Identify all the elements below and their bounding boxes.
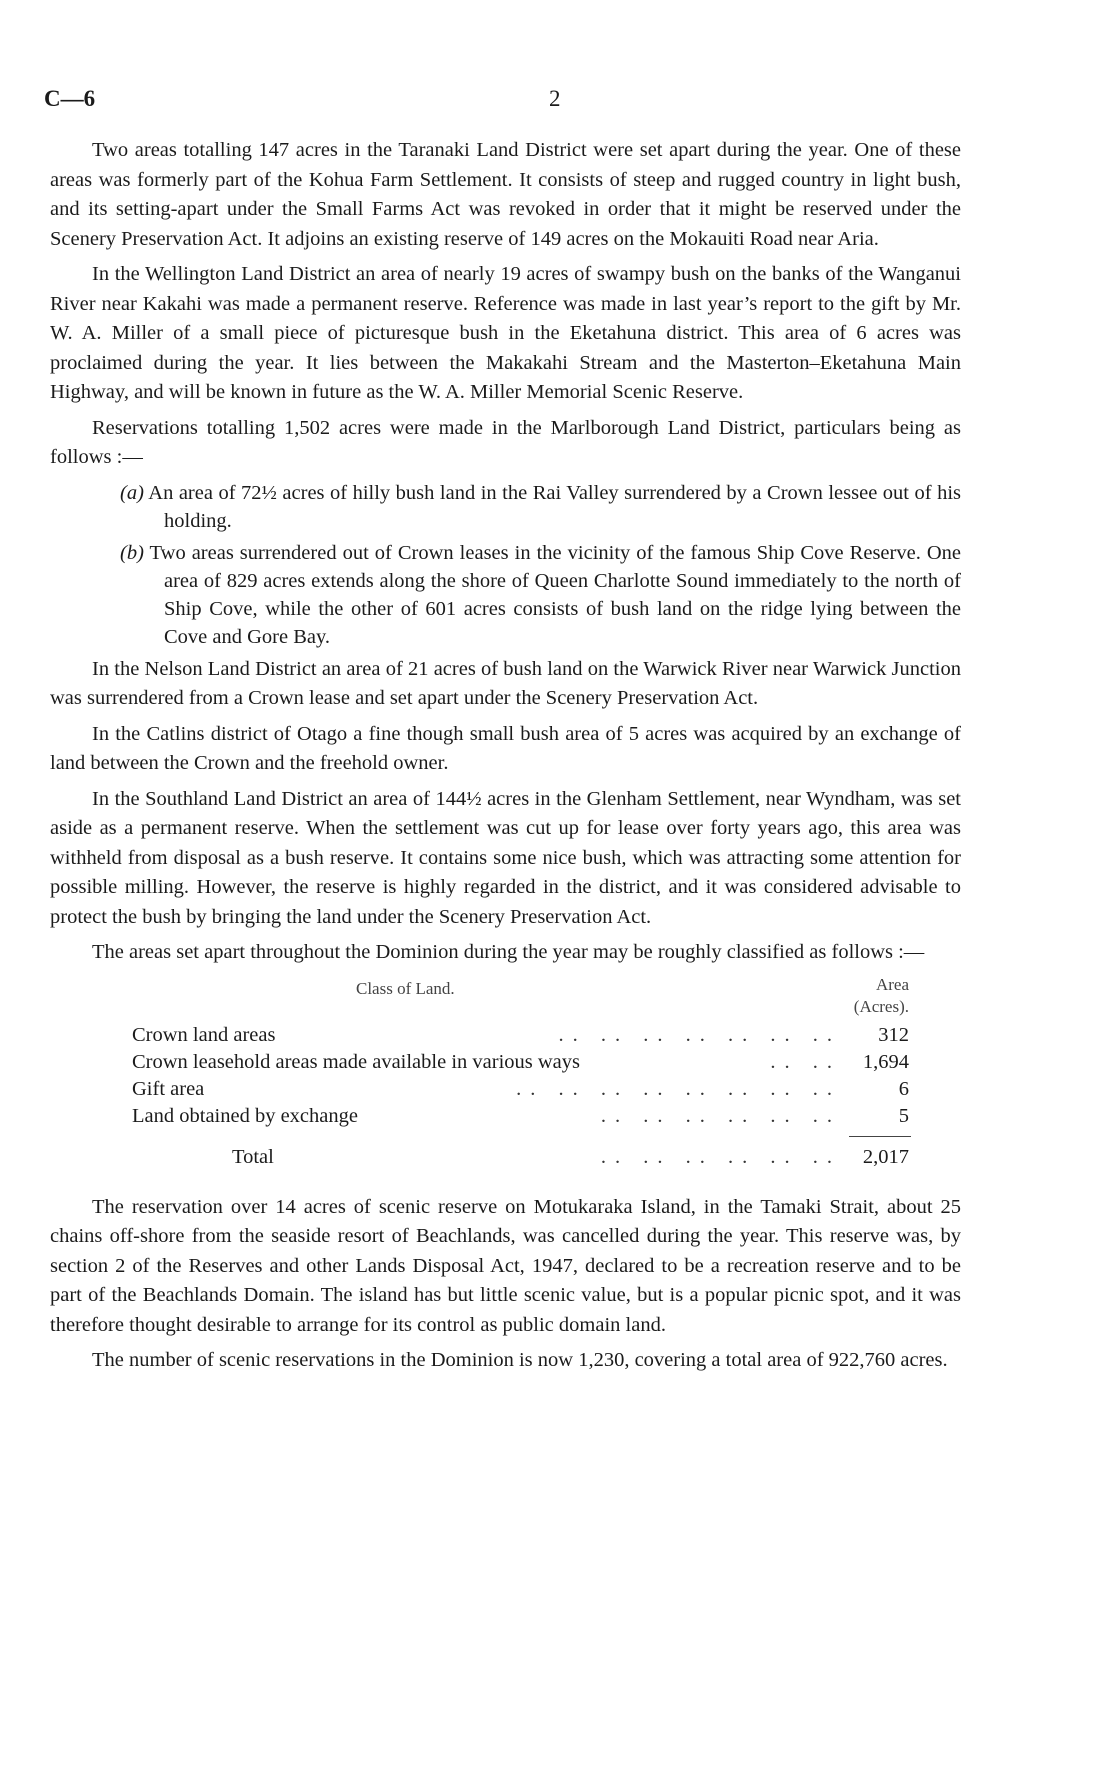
list-item-text: An area of 72½ acres of hilly bush land in the Rai Valley surrendered by a Crown lessee out of his holding. — [148, 481, 961, 532]
column-header-class: Class of Land. — [356, 978, 455, 998]
column-header-area-label: Area — [875, 974, 909, 994]
list-marker: (b) — [120, 541, 144, 564]
list-item — [50, 539, 961, 651]
total-label: Total — [232, 1146, 284, 1168]
document-code: C—6 — [44, 86, 96, 111]
row-value: 5 — [898, 1104, 909, 1127]
table-header — [50, 974, 961, 1022]
row-label: Land obtained by exchange — [132, 1105, 368, 1127]
total-value: 2,017 — [862, 1145, 909, 1168]
body-text — [50, 136, 961, 1382]
row-value: 6 — [898, 1077, 909, 1100]
row-value: 312 — [878, 1023, 909, 1046]
table-row: .. .. Crown leasehold areas made available in various ways 1,694 — [50, 1049, 961, 1076]
table-row: .. .. .. .. .. .. .. .. Gift area 6 — [50, 1076, 961, 1103]
table-total-row: .. .. .. .. .. .. Total 2,017 — [50, 1144, 961, 1171]
paragraph-southland: In the Southland Land District an area of 144½ acres in the Glenham Settlement, near Wyndham, was set aside as a permanent reserve. When the settlement was cut up for lease over forty years ago, this area was withheld from disposal as a bush reserve. It contains some nice bush, which was attracting some attention for possible milling. However, the reserve is highly regarded in the district, and it was considered advisable to protect the bush by bringing the land under the Scenery Preservation Act. — [50, 787, 961, 928]
column-header-area-unit: (Acres). — [853, 996, 909, 1016]
paragraph-classification: The areas set apart throughout the Dominion during the year may be roughly classified as follows :— — [92, 941, 925, 963]
land-area-table — [50, 974, 961, 1171]
row-label: Gift area — [132, 1078, 214, 1100]
list-marker: (a) — [120, 481, 144, 504]
paragraph-nelson: In the Nelson Land District an area of 21 acres of bush land on the Warwick River near Warwick Junction was surrendered from a Crown lease and set apart under the Scenery Preservation Act. — [50, 657, 961, 709]
column-header-area — [854, 974, 909, 1018]
paragraph-motukaraka: The reservation over 14 acres of scenic reserve on Motukaraka Island, in the Tamaki Strait, about 25 chains off-shore from the seaside resort of Beachlands, was cancelled during the year. This reserve was, by section 2 of the Reserves and other Lands Disposal Act, 1947, declared to be a recreation reserve and to be part of the Beachlands Domain. The island has but little scenic value, but is a popular picnic spot, and it was therefore thought desirable to arrange for its control as public domain land. — [50, 1195, 961, 1336]
list-item-text: Two areas surrendered out of Crown leases in the vicinity of the famous Ship Cove Reserve. One area of 829 acres extends along the shore of Queen Charlotte Sound immediately to the north of Ship Cove, while the other of 601 acres consists of bush land on the ridge lying between the Cove and Gore Bay. — [149, 541, 961, 648]
paragraph-marlborough: Reservations totalling 1,502 acres were made in the Marlborough Land District, particulars being as follows :— — [50, 416, 961, 468]
list-item — [50, 479, 961, 535]
total-rule — [50, 1130, 961, 1142]
row-value: 1,694 — [862, 1050, 909, 1073]
paragraph-otago: In the Catlins district of Otago a fine though small bush area of 5 acres was acquired by an exchange of land between the Crown and the freehold owner. — [50, 722, 961, 774]
paragraph-summary: The number of scenic reservations in the Dominion is now 1,230, covering a total area of 922,760 acres. — [92, 1349, 948, 1371]
row-label: Crown land areas — [132, 1024, 285, 1046]
row-label: Crown leasehold areas made available in various ways — [132, 1051, 590, 1073]
table-row: .. .. .. .. .. .. .. Crown land areas 312 — [50, 1022, 961, 1049]
paragraph-taranaki: Two areas totalling 147 acres in the Taranaki Land District were set apart during the year. One of these areas was formerly part of the Kohua Farm Settlement. It consists of steep and rugged country in light bush, and its setting-apart under the Small Farms Act was revoked in order that it might be reserved under the Scenery Preservation Act. It adjoins an existing reserve of 149 acres on the Mokauiti Road near Aria. — [50, 139, 961, 250]
page-header — [44, 86, 964, 116]
table-row: .. .. .. .. .. .. Land obtained by exchange 5 — [50, 1103, 961, 1130]
page-number: 2 — [549, 86, 561, 111]
paragraph-wellington: In the Wellington Land District an area of nearly 19 acres of swampy bush on the banks of the Wanganui River near Kakahi was made a permanent reserve. Reference was made in last year’s report to the gift by Mr. W. A. Miller of a small piece of picturesque bush in the Eketahuna district. This area of 6 acres was proclaimed during the year. It lies between the Makakahi Stream and the Masterton–Eketahuna Main Highway, and will be known in future as the W. A. Miller Memorial Scenic Reserve. — [50, 263, 961, 403]
